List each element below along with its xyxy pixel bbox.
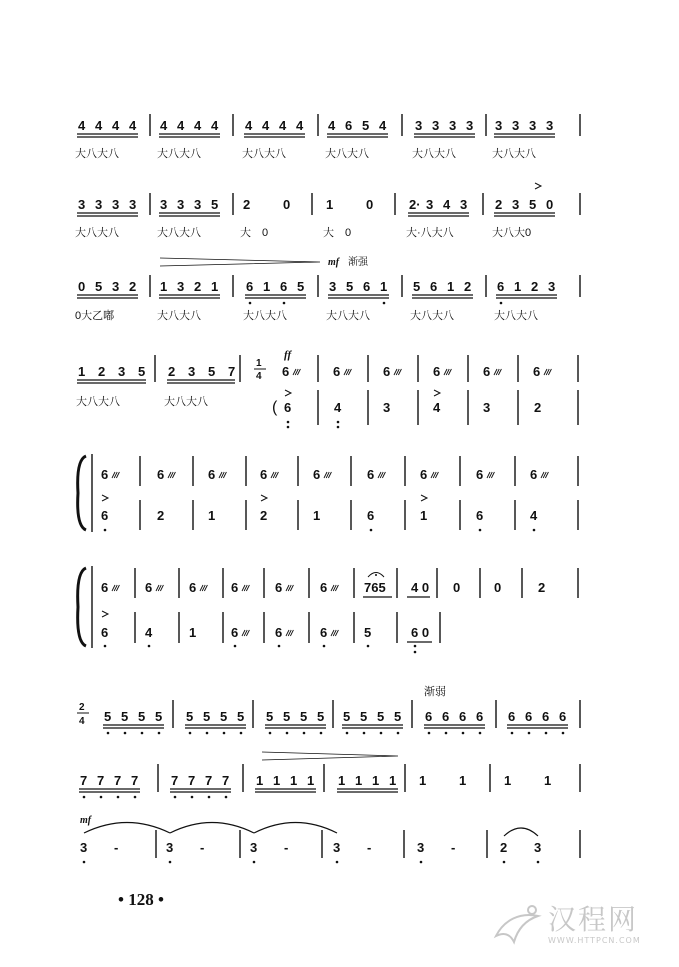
note-digit: 1 [459, 773, 467, 788]
note-digit: 3 [333, 840, 341, 855]
note-digit: 6 [231, 625, 239, 640]
note-digit: 5 [266, 709, 274, 724]
octave-dot [148, 645, 151, 648]
lyric-syllables: 大八大八 [243, 310, 287, 322]
time-signature-bottom: 4 [256, 371, 262, 382]
note-digit: 7 [228, 364, 236, 379]
note-digit: 5 [208, 364, 216, 379]
octave-dot [169, 861, 172, 864]
note-digit: 3 [329, 279, 337, 294]
note-digit: 3 [177, 197, 185, 212]
note-digit: 5 [186, 709, 194, 724]
note-digit: 6 [313, 467, 321, 482]
watermark-url: WWW.HTTPCN.COM [548, 936, 641, 945]
note-digit: 6 [208, 467, 216, 482]
octave-dot [278, 645, 281, 648]
note-digit: 5 [360, 709, 368, 724]
note-digit: - [367, 840, 372, 855]
octave-dot [303, 732, 306, 735]
note-digit: 2 [500, 840, 508, 855]
note-digit: 6 [533, 364, 541, 379]
note-digit: 7 [114, 773, 122, 788]
lyric-syllables: 大八大八 [75, 148, 119, 160]
note-digit: 6 [246, 279, 254, 294]
note-digit: - [200, 840, 205, 855]
note-digit: 4 [262, 118, 270, 133]
octave-dot [124, 732, 127, 735]
note-digit: 1 [326, 197, 334, 212]
note-digit: 5 [138, 364, 146, 379]
lyric-syllables: 大八大八 [325, 148, 369, 160]
note-digit: - [114, 840, 119, 855]
note-digit: 3 [417, 840, 425, 855]
octave-dot [287, 421, 290, 424]
octave-dot [134, 796, 137, 799]
tie-arc [170, 823, 254, 834]
lyric-syllables: 大 0 [240, 227, 269, 239]
octave-dot [545, 732, 548, 735]
octave-dot [174, 796, 177, 799]
fermata-dot [375, 574, 377, 576]
octave-dot [503, 861, 506, 864]
system-bracket [78, 456, 86, 530]
note-digit: 3 [112, 279, 120, 294]
note-digit: 4 [245, 118, 253, 133]
note-digit: 4 [95, 118, 103, 133]
note-digit: 5 [121, 709, 129, 724]
octave-dot [83, 796, 86, 799]
system-bracket [78, 568, 86, 646]
octave-dot [249, 302, 252, 305]
note-digit: 1 [189, 625, 197, 640]
note-digit: 6 [497, 279, 505, 294]
note-digit: 6 [476, 709, 484, 724]
note-digit: 1 [273, 773, 281, 788]
octave-dot [240, 732, 243, 735]
lyric-syllables: 大八大八 [410, 310, 454, 322]
note-digit: 4 [334, 400, 342, 415]
note-digit: 6 [525, 709, 533, 724]
watermark [490, 898, 668, 952]
note-digit: 6 [420, 467, 428, 482]
lyric-syllables: 大八大八 [157, 148, 201, 160]
accent-mark [285, 390, 291, 396]
note-digit: 5 [220, 709, 228, 724]
note-digit: 4 [328, 118, 336, 133]
lyric-syllables: 大八大八 [326, 310, 370, 322]
note-digit: 6 [282, 364, 290, 379]
note-digit: 4 [129, 118, 137, 133]
note-digit: 4 [279, 118, 287, 133]
accent-mark [102, 495, 108, 501]
lyric-syllables: 大 0 [323, 227, 352, 239]
octave-dot [380, 732, 383, 735]
note-digit: 6 [530, 467, 538, 482]
octave-dot [208, 796, 211, 799]
crescendo-hairpin [160, 258, 320, 266]
octave-dot [104, 529, 107, 532]
note-digit: 6 [275, 625, 283, 640]
bird-logo-icon [490, 898, 546, 952]
note-digit: 1 [313, 508, 321, 523]
note-digit: 1 [208, 508, 216, 523]
lyric-syllables: 大八大八 [157, 227, 201, 239]
slur-arc [504, 828, 538, 836]
note-digit: 5 [297, 279, 305, 294]
note-digit: 6 [433, 364, 441, 379]
lyric-syllables: 大八大八 [164, 396, 208, 408]
note-digit: 6 [101, 467, 109, 482]
note-digit: - [284, 840, 289, 855]
note-digit: 6 [189, 580, 197, 595]
octave-dot [414, 645, 417, 648]
lyric-syllables: 大八大八 [76, 396, 120, 408]
time-signature-top: 2 [79, 702, 85, 713]
note-digit: 6 [430, 279, 438, 294]
accent-mark [102, 611, 108, 617]
note-digit: 6 [157, 467, 165, 482]
lyric-syllables: 大八大八 [157, 310, 201, 322]
octave-dot [562, 732, 565, 735]
paren-mark: ( [272, 399, 278, 416]
note-digit: 3 [78, 197, 86, 212]
tie-arc [254, 823, 337, 834]
note-digit: 4 [379, 118, 387, 133]
octave-dot [225, 796, 228, 799]
note-digit: 5 [283, 709, 291, 724]
note-digit: 4 [145, 625, 153, 640]
note-digit: 765 [364, 580, 386, 595]
octave-dot [269, 732, 272, 735]
note-digit: 6 [459, 709, 467, 724]
note-digit: 5 [203, 709, 211, 724]
octave-dot [370, 529, 373, 532]
note-digit: 3 [426, 197, 434, 212]
note-digit: 2 [194, 279, 202, 294]
note-digit: 3 [129, 197, 137, 212]
accent-mark [261, 495, 267, 501]
note-digit: 3 [460, 197, 468, 212]
note-digit: 6 [101, 508, 109, 523]
note-digit: 1 [160, 279, 168, 294]
note-digit: 6 [275, 580, 283, 595]
accent-mark [535, 183, 541, 189]
note-digit: 4 [177, 118, 185, 133]
octave-dot [528, 732, 531, 735]
note-digit: 3 [80, 840, 88, 855]
lyric-syllables: 大八大0 [492, 227, 532, 239]
dynamic-mark: mf [328, 257, 340, 268]
octave-dot [223, 732, 226, 735]
expression-text: 渐弱 [424, 686, 446, 698]
note-digit: 1 [380, 279, 388, 294]
accent-mark [421, 495, 427, 501]
note-digit: 6 [442, 709, 450, 724]
note-digit: 6 [280, 279, 288, 294]
note-digit: 5 [155, 709, 163, 724]
note-digit: 1 [420, 508, 428, 523]
octave-dot [363, 732, 366, 735]
octave-dot [397, 732, 400, 735]
note-digit: 1 [338, 773, 346, 788]
note-digit: 3 [188, 364, 196, 379]
note-digit: 6 [333, 364, 341, 379]
note-digit: 6 [476, 467, 484, 482]
note-digit: 2 [243, 197, 251, 212]
tie-arc [84, 823, 170, 834]
octave-dot [479, 732, 482, 735]
note-digit: 3 [95, 197, 103, 212]
octave-dot [537, 861, 540, 864]
note-digit: 3 [512, 118, 520, 133]
note-digit: 2 [98, 364, 106, 379]
note-digit: 5 [377, 709, 385, 724]
lyric-syllables: 大·八大八 [406, 227, 454, 239]
note-digit: 7 [188, 773, 196, 788]
octave-dot [462, 732, 465, 735]
lyric-syllables: 大八大八 [494, 310, 538, 322]
octave-dot [189, 732, 192, 735]
octave-dot [234, 645, 237, 648]
octave-dot [100, 796, 103, 799]
note-digit: 1 [78, 364, 86, 379]
note-digit: 1 [211, 279, 219, 294]
octave-dot [141, 732, 144, 735]
octave-dot [158, 732, 161, 735]
note-digit: 4 [112, 118, 120, 133]
octave-dot [336, 861, 339, 864]
octave-dot [337, 421, 340, 424]
note-digit: 3 [250, 840, 258, 855]
note-digit: 0 [366, 197, 374, 212]
octave-dot [117, 796, 120, 799]
time-signature-bottom: 4 [79, 716, 85, 727]
lyric-syllables: 大八大八 [242, 148, 286, 160]
expression-text: 渐强 [348, 257, 368, 268]
note-digit: 3 [177, 279, 185, 294]
note-digit: 6 [101, 580, 109, 595]
lyric-syllables: 大八大八 [412, 148, 456, 160]
octave-dot [320, 732, 323, 735]
octave-dot [533, 529, 536, 532]
octave-dot [287, 426, 290, 429]
note-digit: 0 [283, 197, 291, 212]
note-digit: 1 [389, 773, 397, 788]
note-digit: 3 [383, 400, 391, 415]
note-digit: 3 [534, 840, 542, 855]
note-digit: 7 [131, 773, 139, 788]
note-digit: 2 [157, 508, 165, 523]
octave-dot [337, 426, 340, 429]
note-digit: 6 0 [411, 625, 430, 640]
note-digit: 4 [530, 508, 538, 523]
note-digit: 5 [300, 709, 308, 724]
note-digit: 6 [363, 279, 371, 294]
note-digit: 6 [383, 364, 391, 379]
octave-dot [500, 302, 503, 305]
note-digit: 5 [362, 118, 370, 133]
note-digit: 6 [145, 580, 153, 595]
lyric-syllables: 0大乙嘟 [75, 310, 115, 322]
octave-dot [445, 732, 448, 735]
dynamic-mark: mf [80, 815, 92, 826]
time-signature-top: 1 [256, 358, 262, 369]
note-digit: 6 [320, 580, 328, 595]
note-digit: 6 [425, 709, 433, 724]
note-digit: 3 [166, 840, 174, 855]
note-digit: 3 [529, 118, 537, 133]
note-digit: 7 [171, 773, 179, 788]
octave-dot [428, 732, 431, 735]
octave-dot [383, 302, 386, 305]
note-digit: 3 [483, 400, 491, 415]
note-digit: 4 [160, 118, 168, 133]
note-digit: 5 [237, 709, 245, 724]
octave-dot [83, 861, 86, 864]
note-digit: 2 [129, 279, 137, 294]
note-digit: - [451, 840, 456, 855]
octave-dot [107, 732, 110, 735]
note-digit: 1 [263, 279, 271, 294]
dynamic-mark: ff [284, 349, 292, 361]
note-digit: 6 [559, 709, 567, 724]
note-digit: 5 [394, 709, 402, 724]
note-digit: 1 [290, 773, 298, 788]
octave-dot [286, 732, 289, 735]
note-digit: 5 [95, 279, 103, 294]
note-digit: 3 [112, 197, 120, 212]
octave-dot [191, 796, 194, 799]
octave-dot [479, 529, 482, 532]
note-digit: 3 [432, 118, 440, 133]
octave-dot [511, 732, 514, 735]
note-digit: 0 [494, 580, 502, 595]
note-digit: 4 [194, 118, 202, 133]
note-digit: 7 [205, 773, 213, 788]
decrescendo-hairpin [262, 752, 398, 760]
octave-dot [420, 861, 423, 864]
note-digit: 7 [80, 773, 88, 788]
note-digit: 5 [317, 709, 325, 724]
note-digit: 5 [364, 625, 372, 640]
note-digit: 2 [260, 508, 268, 523]
note-digit: 6 [101, 625, 109, 640]
note-digit: 0 [546, 197, 554, 212]
note-digit: 6 [508, 709, 516, 724]
note-digit: 1 [419, 773, 427, 788]
note-digit: 2 [495, 197, 503, 212]
octave-dot [367, 645, 370, 648]
note-digit: 4 [296, 118, 304, 133]
note-digit: 3 [466, 118, 474, 133]
octave-dot [206, 732, 209, 735]
note-digit: 2 [538, 580, 546, 595]
note-digit: 5 [104, 709, 112, 724]
octave-dot [104, 645, 107, 648]
note-digit: 0 [453, 580, 461, 595]
note-digit: 6 [320, 625, 328, 640]
note-digit: 5 [346, 279, 354, 294]
note-digit: 3 [495, 118, 503, 133]
note-digit: 6 [542, 709, 550, 724]
note-digit: 3 [118, 364, 126, 379]
octave-dot [253, 861, 256, 864]
note-digit: 6 [483, 364, 491, 379]
watermark-brand: 汉程网 [548, 903, 639, 936]
note-digit: 6 [231, 580, 239, 595]
note-digit: 4 [78, 118, 86, 133]
note-digit: 2 [168, 364, 176, 379]
note-digit: 3 [415, 118, 423, 133]
note-digit: 1 [355, 773, 363, 788]
note-digit: 3 [546, 118, 554, 133]
note-digit: 2· [409, 197, 421, 212]
note-digit: 1 [544, 773, 552, 788]
note-digit: 6 [345, 118, 353, 133]
note-digit: 1 [504, 773, 512, 788]
lyric-syllables: 大八大八 [75, 227, 119, 239]
note-digit: 3 [160, 197, 168, 212]
octave-dot [323, 645, 326, 648]
octave-dot [346, 732, 349, 735]
note-digit: 3 [194, 197, 202, 212]
note-digit: 7 [222, 773, 230, 788]
note-digit: 3 [548, 279, 556, 294]
note-digit: 6 [367, 467, 375, 482]
octave-dot [283, 302, 286, 305]
note-digit: 1 [447, 279, 455, 294]
note-digit: 4 0 [411, 580, 430, 595]
note-digit: 7 [97, 773, 105, 788]
note-digit: 5 [413, 279, 421, 294]
note-digit: 4 [443, 197, 451, 212]
note-digit: 6 [284, 400, 292, 415]
note-digit: 3 [512, 197, 520, 212]
note-digit: 2 [531, 279, 539, 294]
page-number: • 128 • [118, 890, 164, 909]
note-digit: 3 [449, 118, 457, 133]
note-digit: 4 [433, 400, 441, 415]
note-digit: 2 [464, 279, 472, 294]
note-digit: 1 [372, 773, 380, 788]
note-digit: 0 [78, 279, 86, 294]
note-digit: 5 [343, 709, 351, 724]
note-digit: 1 [256, 773, 264, 788]
lyric-syllables: 大八大八 [492, 148, 536, 160]
note-digit: 5 [211, 197, 219, 212]
note-digit: 6 [260, 467, 268, 482]
note-digit: 4 [211, 118, 219, 133]
note-digit: 2 [534, 400, 542, 415]
octave-dot [414, 651, 417, 654]
note-digit: 1 [514, 279, 522, 294]
note-digit: 5 [138, 709, 146, 724]
note-digit: 6 [476, 508, 484, 523]
note-digit: 1 [307, 773, 315, 788]
accent-mark [434, 390, 440, 396]
note-digit: 5 [529, 197, 537, 212]
note-digit: 6 [367, 508, 375, 523]
